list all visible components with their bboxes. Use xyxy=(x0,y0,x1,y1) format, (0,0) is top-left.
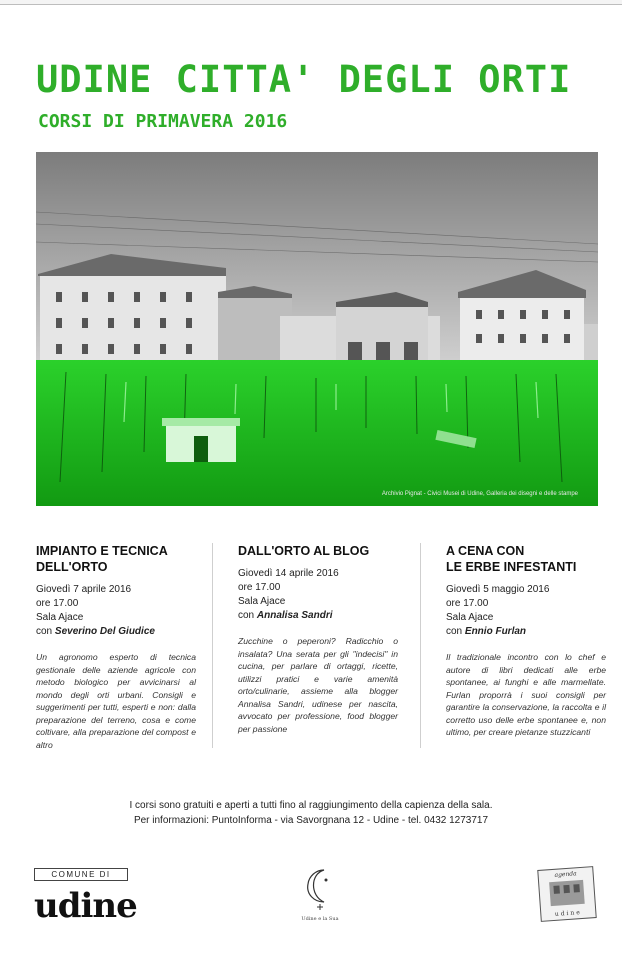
with-prefix: con xyxy=(36,626,53,637)
course-date: Giovedì 7 aprile 2016 xyxy=(36,584,132,595)
course-date: Giovedì 14 aprile 2016 xyxy=(238,568,339,579)
course-time: ore 17.00 xyxy=(446,598,489,609)
course-column-1 xyxy=(36,543,196,751)
course-speaker-line xyxy=(446,625,606,639)
course-column-2 xyxy=(238,543,398,735)
historic-photo xyxy=(36,152,598,506)
course-place: Sala Ajace xyxy=(36,612,84,623)
column-divider xyxy=(212,543,213,748)
footer-contact: Per informazioni: PuntoInforma - via Savorgnana 12 - Udine - tel. 0432 1273717 xyxy=(133,815,489,826)
comune-wordmark: udine xyxy=(34,886,137,926)
course-speaker: Severino Del Giudice xyxy=(54,626,155,637)
photo-caption: Archivio Pignat - Civici Musei di Udine, Galleria dei disegni e delle stampe xyxy=(381,491,578,497)
course-speaker: Ennio Furlan xyxy=(464,626,527,637)
agenda-udine-stamp-logo xyxy=(537,866,596,922)
course-place: Sala Ajace xyxy=(446,612,494,623)
photo-illustration xyxy=(36,152,598,506)
course-place: Sala Ajace xyxy=(238,596,286,607)
course-time: ore 17.00 xyxy=(36,598,79,609)
course-speaker-line xyxy=(238,609,398,623)
course-speaker-line xyxy=(36,625,196,639)
column-divider xyxy=(420,543,421,748)
orti-logo-text: Udine e la Sua xyxy=(301,916,339,922)
orti-moon-logo xyxy=(300,866,340,922)
top-rule xyxy=(0,0,622,5)
poster-title: UDINE CITTA' DEGLI ORTI xyxy=(36,58,572,101)
course-description: Il tradizionale incontro con lo chef e autore di libri dedicati alle erbe spontanee, ai funghi e alle marmellate. Furlan proporrà i suoi consigli per garantire la conservazione, la raccolta e il corretto uso delle erbe spontanee e, non ultimo, per creare pietanze stuzzicanti xyxy=(446,652,606,737)
comune-label: COMUNE DI xyxy=(34,868,128,881)
course-title: A CENA CON LE ERBE INFESTANTI xyxy=(446,544,577,574)
poster-subtitle: CORSI DI PRIMAVERA 2016 xyxy=(38,111,288,132)
stamp-bottom-text: udine xyxy=(554,909,583,918)
course-time: ore 17.00 xyxy=(238,582,281,593)
course-description: Un agronomo esperto di tecnica gestionale delle aziende agricole con metodo biologico per avvicinarsi al mondo degli orti urbani. Consigli e suggerimenti per tutti, esperti e non: dalla preparazione del terreno, cosa e come coltivare, alla preparazione del compost e altro xyxy=(36,652,196,750)
course-date: Giovedì 5 maggio 2016 xyxy=(446,584,550,595)
course-speaker: Annalisa Sandri xyxy=(256,610,333,621)
course-column-3 xyxy=(446,543,606,739)
with-prefix: con xyxy=(238,610,255,621)
course-title: IMPIANTO E TECNICA DELL'ORTO xyxy=(36,544,168,574)
course-title: DALL'ORTO AL BLOG xyxy=(238,544,370,558)
comune-di-udine-logo xyxy=(34,868,152,924)
moon-icon xyxy=(300,866,340,912)
stamp-top-text: agenda xyxy=(554,870,577,879)
course-description: Zucchine o peperoni? Radicchio o insalata? Una serata per gli "indecisi" in cucina, per parlare di ortaggi, ricette, utilizzi pratici e varie amenità orto/culinarie, assieme alla blogger Annalisa Sandri, udinese per nascita, avvocato per professione, food blogger per passione xyxy=(238,636,398,734)
with-prefix: con xyxy=(446,626,463,637)
footer-note: I corsi sono gratuiti e aperti a tutti fino al raggiungimento della capienza della sala. xyxy=(129,800,493,811)
